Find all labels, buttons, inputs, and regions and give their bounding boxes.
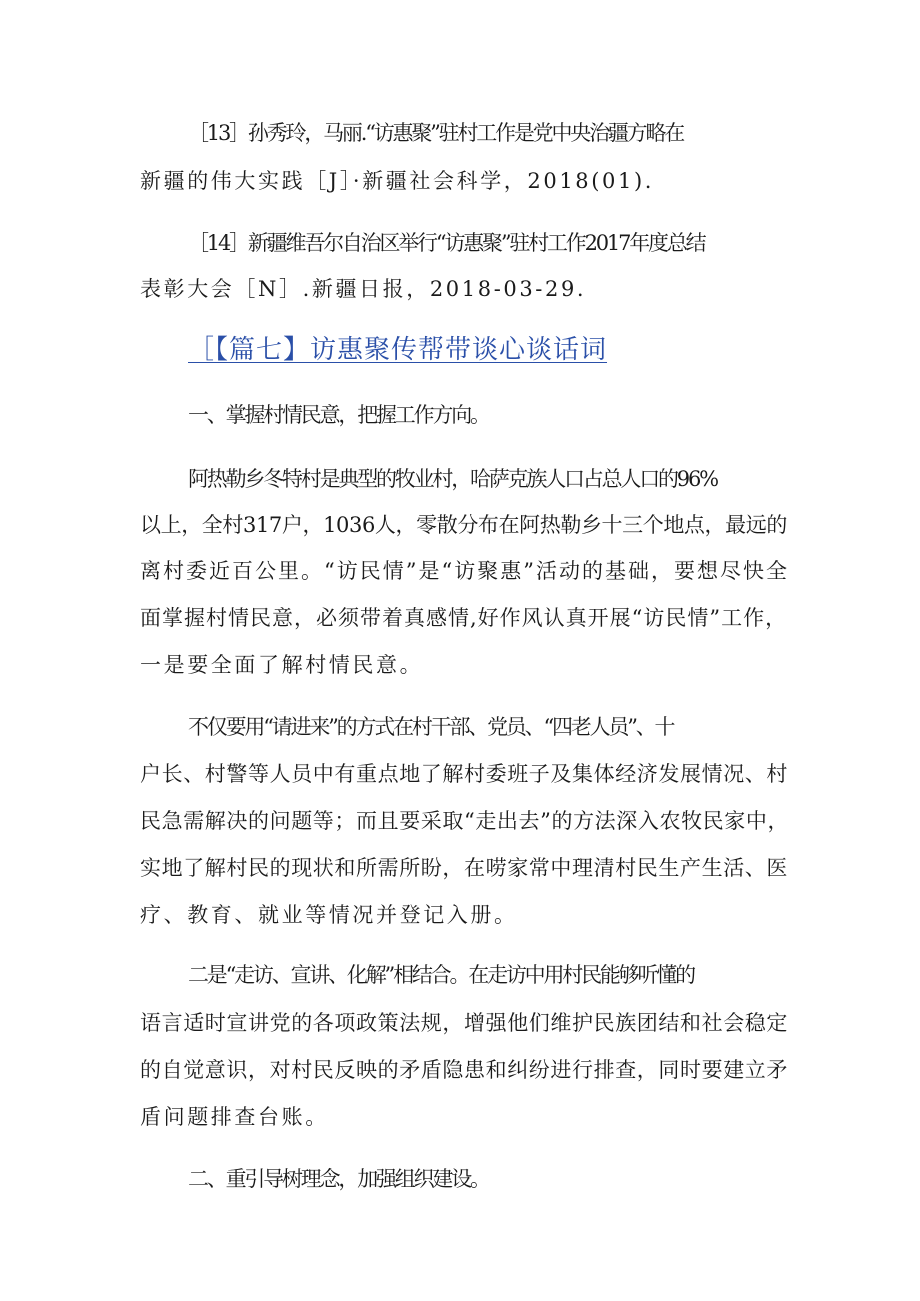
paragraph-1-line: 阿热勒乡冬特村是典型的牧业村，哈萨克族人口占总人口的96% (188, 467, 717, 491)
paragraph-1-line: 面掌握村情民意，必须带着真感情,好作风认真开展“访民情”工作， (140, 606, 788, 630)
paragraph-3-line: 语言适时宣讲党的各项政策法规，增强他们维护民族团结和社会稳定 (140, 1011, 788, 1035)
section-heading (188, 332, 607, 368)
paragraph-3-line: 盾问题排查台账。 (140, 1105, 329, 1129)
section-2-title: 二、重引导树理念，加强组织建设。 (188, 1167, 489, 1191)
paragraph-3-line: 的自觉意识，对村民反映的矛盾隐患和纠纷进行排查，同时要建立矛 (140, 1058, 788, 1082)
section-1-title: 一、掌握村情民意，把握工作方向。 (188, 403, 489, 427)
paragraph-1-line: 以上，全村317户，1036人，零散分布在阿热勒乡十三个地点，最远的 (140, 513, 787, 537)
paragraph-2-line: 不仅要用“请进来”的方式在村干部、党员、“四老人员”、十 (188, 715, 674, 739)
paragraph-2-line: 疗、教育、就业等情况并登记入册。 (140, 903, 518, 927)
reference-14-line-1: ［14］新疆维吾尔自治区举行“访惠聚”驻村工作2017年度总结 (188, 231, 705, 255)
section-heading-link[interactable]: ［【篇七】访惠聚传帮带谈心谈话词 (188, 335, 608, 365)
paragraph-3-line: 二是“走访、宣讲、化解”相结合。在走访中用村民能够听懂的 (188, 963, 694, 987)
paragraph-2-line: 民急需解决的问题等；而且要采取“走出去”的方法深入农牧民家中， (140, 809, 790, 833)
reference-13-line-1: ［13］孙秀玲，马丽.“访惠聚”驻村工作是党中央治疆方略在 (188, 121, 684, 145)
paragraph-1-line: 一是要全面了解村情民意。 (140, 653, 424, 677)
paragraph-1-line: 离村委近百公里。“访民情”是“访聚惠”活动的基础，要想尽快全 (140, 559, 789, 583)
reference-14-line-2: 表彰大会［N］.新疆日报，2018-03-29. (140, 277, 587, 301)
reference-13-line-2: 新疆的伟大实践［J］·新疆社会科学，2018(01). (140, 169, 655, 193)
paragraph-2-line: 户长、村警等人员中有重点地了解村委班子及集体经济发展情况、村 (140, 762, 788, 786)
paragraph-2-line: 实地了解村民的现状和所需所盼，在唠家常中理清村民生产生活、医 (140, 856, 788, 880)
